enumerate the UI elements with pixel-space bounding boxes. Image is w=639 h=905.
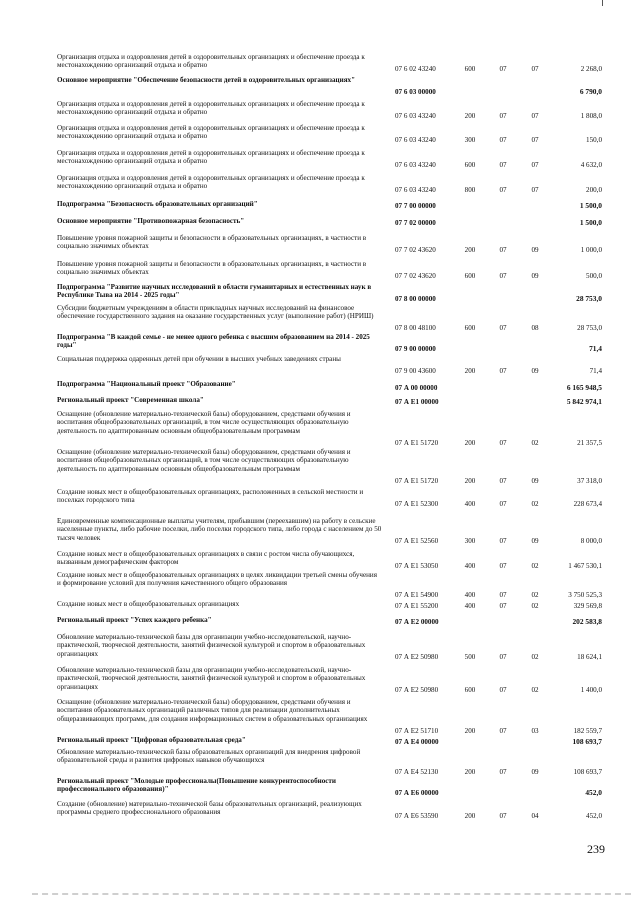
row-vr: 300 xyxy=(464,536,476,545)
row-rz: 07 xyxy=(499,64,507,73)
row-sum: 2 268,0 xyxy=(580,64,602,73)
row-pr: 02 xyxy=(531,685,539,694)
scan-mark xyxy=(602,0,603,6)
page-number: 239 xyxy=(587,842,605,856)
row-vr: 200 xyxy=(464,366,476,375)
row-code: 07 А Е1 00000 xyxy=(395,397,439,406)
row-vr: 200 xyxy=(464,438,476,447)
row-sum: 1 000,0 xyxy=(580,245,602,254)
row-code: 07 7 02 43620 xyxy=(395,245,436,254)
row-name: Основное мероприятие "Противопожарная безопасность" xyxy=(57,217,245,225)
row-sum: 5 842 974,1 xyxy=(566,396,602,406)
row-pr: 02 xyxy=(531,652,539,661)
row-name: Обновление материально-технической базы образовательных организаций для внедрения цифровой образовательной среды и развития цифровых навыков обучающихся xyxy=(57,748,361,765)
row-name: Социальная поддержка одаренных детей при обучении в высших учебных заведениях страны xyxy=(57,355,341,363)
row-code: 07 А Е2 51710 xyxy=(395,726,439,735)
row-rz: 07 xyxy=(499,499,507,508)
row-vr: 400 xyxy=(464,499,476,508)
row-pr: 09 xyxy=(531,476,539,485)
table-row xyxy=(57,488,602,508)
table-row xyxy=(57,748,602,776)
row-pr: 02 xyxy=(531,590,539,599)
table-row xyxy=(57,666,602,694)
row-name: Оснащение (обновление материально-технической базы) оборудованием, средствами обучения и воспитания общеобразовательных организаций, в том числе осуществляющих образовательную деятельность по адаптированным основным общеобразовательным программам xyxy=(57,448,351,473)
table-row xyxy=(57,396,602,406)
row-sum: 28 753,0 xyxy=(577,323,602,332)
row-sum: 329 569,8 xyxy=(573,601,602,610)
row-rz: 07 xyxy=(499,726,507,735)
row-sum: 452,0 xyxy=(586,811,602,820)
table-row xyxy=(57,448,602,485)
row-vr: 400 xyxy=(464,590,476,599)
row-name: Создание новых мест в общеобразовательных организациях, расположенных в сельской местности и поселках городского типа xyxy=(57,488,364,505)
row-rz: 07 xyxy=(499,160,507,169)
table-row xyxy=(57,76,602,96)
row-rz: 07 xyxy=(499,601,507,610)
row-sum: 4 632,0 xyxy=(580,160,602,169)
table-row xyxy=(57,260,602,280)
row-sum: 202 583,8 xyxy=(572,616,602,626)
row-pr: 02 xyxy=(531,561,539,570)
row-rz: 07 xyxy=(499,811,507,820)
row-name: Обновление материально-технической базы для организации учебно-исследовательской, научно-практической, творческой деятельности, занятий физической культурой и спортом в образовательных организациях xyxy=(57,633,366,658)
table-row xyxy=(57,149,602,169)
row-name: Основное мероприятие "Обеспечение безопасности детей в оздоровительных организациях" xyxy=(57,76,356,84)
row-vr: 200 xyxy=(464,476,476,485)
row-vr: 600 xyxy=(464,271,476,280)
table-row xyxy=(57,380,602,392)
row-code: 07 А Е1 52300 xyxy=(395,499,439,508)
row-name: Подпрограмма "Безопасность образовательных организаций" xyxy=(57,200,258,208)
row-rz: 07 xyxy=(499,561,507,570)
table-row xyxy=(57,600,602,610)
row-sum: 71,4 xyxy=(589,366,602,375)
row-sum: 500,0 xyxy=(586,271,602,280)
row-pr: 09 xyxy=(531,245,539,254)
row-vr: 400 xyxy=(464,601,476,610)
row-vr: 600 xyxy=(464,685,476,694)
row-rz: 07 xyxy=(499,271,507,280)
row-sum: 6 165 948,5 xyxy=(566,382,602,392)
row-sum: 1 400,0 xyxy=(580,685,602,694)
row-code: 07 А Е4 00000 xyxy=(395,737,439,746)
row-pr: 07 xyxy=(531,111,539,120)
row-sum: 228 673,4 xyxy=(573,499,602,508)
row-sum: 200,0 xyxy=(586,185,602,194)
row-rz: 07 xyxy=(499,767,507,776)
row-name: Региональный проект "Цифровая образовательная среда" xyxy=(57,736,246,744)
row-name: Создание новых мест в общеобразовательных организациях в целях ликвидации третьей смены обучения и формирование условий для получения качественного общего образования xyxy=(57,571,377,588)
row-code: 07 6 03 43240 xyxy=(395,185,436,194)
row-rz: 07 xyxy=(499,245,507,254)
table-row xyxy=(57,174,602,194)
row-rz: 07 xyxy=(499,590,507,599)
row-code: 07 9 00 43600 xyxy=(395,366,436,375)
table-row xyxy=(57,550,602,570)
row-rz: 07 xyxy=(499,323,507,332)
table-row xyxy=(57,53,602,73)
row-pr: 07 xyxy=(531,135,539,144)
row-code: 07 А Е1 54900 xyxy=(395,590,439,599)
row-sum: 71,4 xyxy=(589,343,602,353)
table-row xyxy=(57,616,602,626)
row-name: Создание (обновление) материально-технической базы образовательных организаций, реализующих программы среднего профессионального образования xyxy=(57,800,362,817)
row-pr: 09 xyxy=(531,767,539,776)
row-sum: 3 750 525,3 xyxy=(568,590,602,599)
row-rz: 07 xyxy=(499,652,507,661)
row-vr: 200 xyxy=(464,111,476,120)
row-sum: 1 500,0 xyxy=(579,217,602,227)
row-rz: 07 xyxy=(499,366,507,375)
row-pr: 07 xyxy=(531,64,539,73)
row-vr: 300 xyxy=(464,135,476,144)
row-name: Оснащение (обновление материально-технической базы) оборудованием, средствами обучения и воспитания общеобразовательных организаций, в том числе осуществляющих образовательную деятельность по адаптированным основным общеобразовательным программам xyxy=(57,410,351,435)
row-code: 07 6 03 43240 xyxy=(395,135,436,144)
row-sum: 150,0 xyxy=(586,135,602,144)
table-row xyxy=(57,633,602,661)
row-rz: 07 xyxy=(499,476,507,485)
table-row xyxy=(57,698,602,735)
row-sum: 182 559,7 xyxy=(573,726,602,735)
table-row xyxy=(57,777,602,797)
row-pr: 07 xyxy=(531,160,539,169)
row-code: 07 9 00 00000 xyxy=(395,344,436,353)
row-sum: 18 624,1 xyxy=(577,652,602,661)
row-code: 07 А Е1 55200 xyxy=(395,601,439,610)
row-code: 07 А Е1 52560 xyxy=(395,536,439,545)
table-row xyxy=(57,355,602,375)
table-row xyxy=(57,333,602,353)
scan-edge-line xyxy=(32,893,631,895)
row-vr: 200 xyxy=(464,767,476,776)
row-sum: 108 693,7 xyxy=(573,767,602,776)
row-rz: 07 xyxy=(499,438,507,447)
row-code: 07 7 00 00000 xyxy=(395,201,436,210)
row-pr: 08 xyxy=(531,323,539,332)
row-code: 07 6 03 43240 xyxy=(395,160,436,169)
table-row xyxy=(57,234,602,254)
row-vr: 600 xyxy=(464,64,476,73)
row-rz: 07 xyxy=(499,536,507,545)
row-code: 07 А Е4 52130 xyxy=(395,767,439,776)
row-name: Региональный проект "Успех каждого ребенка" xyxy=(57,616,212,624)
row-sum: 8 000,0 xyxy=(580,536,602,545)
row-name: Организация отдыха и оздоровления детей в оздоровительных организациях и обеспечение проезда к местонахождению организаций отдыха и обратно xyxy=(57,174,365,191)
row-name: Региональный проект "Современная школа" xyxy=(57,396,204,404)
row-pr: 07 xyxy=(531,185,539,194)
table-row xyxy=(57,410,602,447)
row-name: Региональный проект "Молодые профессионалы(Повышение конкурентоспособности профессионального образования)" xyxy=(57,777,336,794)
row-name: Повышение уровня пожарной защиты и безопасности в образовательных организациях, в частности в социально значимых объектах xyxy=(57,260,367,277)
row-name: Подпрограмма "Развитие научных исследований в области гуманитарных и естественных наук в Республике Тыва на 2014 - 2025 годы" xyxy=(57,283,372,300)
row-vr: 600 xyxy=(464,323,476,332)
row-sum: 1 808,0 xyxy=(580,111,602,120)
row-code: 07 6 02 43240 xyxy=(395,64,436,73)
row-sum: 28 753,0 xyxy=(576,293,602,303)
row-pr: 02 xyxy=(531,438,539,447)
row-sum: 1 467 530,1 xyxy=(568,561,602,570)
row-vr: 600 xyxy=(464,160,476,169)
row-vr: 200 xyxy=(464,811,476,820)
row-code: 07 6 03 00000 xyxy=(395,87,436,96)
row-vr: 200 xyxy=(464,726,476,735)
row-sum: 108 693,7 xyxy=(572,736,602,746)
table-row xyxy=(57,100,602,120)
row-code: 07 А Е1 51720 xyxy=(395,476,439,485)
row-name: Единовременные компенсационные выплаты учителям, прибывшим (переехавшим) на работу в сельские населенные пункты, либо рабочие поселки, либо поселки городского типа, либо города с населением до 50 тысяч человек xyxy=(57,517,382,542)
row-name: Оснащение (обновление материально-технической базы) оборудованием, средствами обучения и воспитания образовательных организаций различных типов для реализации дополнительных общеразвивающих программ, для создания информационных систем в образовательных организациях xyxy=(57,698,368,723)
row-code: 07 А Е6 00000 xyxy=(395,788,439,797)
table-row xyxy=(57,571,602,599)
row-sum: 452,0 xyxy=(585,787,602,797)
row-rz: 07 xyxy=(499,111,507,120)
row-rz: 07 xyxy=(499,135,507,144)
row-pr: 04 xyxy=(531,811,539,820)
row-name: Подпрограмма "В каждой семье - не менее одного ребенка с высшим образованием на 2014 - 2025 годы" xyxy=(57,333,370,350)
table-row xyxy=(57,200,602,210)
row-vr: 500 xyxy=(464,652,476,661)
row-sum: 37 318,0 xyxy=(577,476,602,485)
row-name: Организация отдыха и оздоровления детей в оздоровительных организациях и обеспечение проезда к местонахождению организаций отдыха и обратно xyxy=(57,149,365,166)
row-vr: 800 xyxy=(464,185,476,194)
row-code: 07 7 02 43620 xyxy=(395,271,436,280)
row-name: Обновление материально-технической базы для организации учебно-исследовательской, научно-практической, творческой деятельности, занятий физической культурой и спортом в образовательных организациях xyxy=(57,666,366,691)
row-name: Создание новых мест в общеобразовательных организациях в связи с ростом числа обучающихся, вызванным демографическим фактором xyxy=(57,550,355,567)
row-rz: 07 xyxy=(499,185,507,194)
row-code: 07 А Е2 50980 xyxy=(395,685,439,694)
table-row xyxy=(57,283,602,303)
row-name: Организация отдыха и оздоровления детей в оздоровительных организациях и обеспечение проезда к местонахождению организаций отдыха и обратно xyxy=(57,53,365,70)
row-name: Повышение уровня пожарной защиты и безопасности в образовательных организациях, в частности в социально значимых объектах xyxy=(57,234,367,251)
row-vr: 200 xyxy=(464,245,476,254)
row-pr: 03 xyxy=(531,726,539,735)
row-code: 07 7 02 00000 xyxy=(395,218,436,227)
row-pr: 02 xyxy=(531,601,539,610)
row-code: 07 А 00 00000 xyxy=(395,383,438,392)
row-name: Подпрограмма "Национальный проект "Образование" xyxy=(57,380,236,388)
table-row xyxy=(57,800,602,820)
row-code: 07 А Е1 51720 xyxy=(395,438,439,447)
table-row xyxy=(57,736,602,746)
row-code: 07 8 00 48100 xyxy=(395,323,436,332)
row-name: Организация отдыха и оздоровления детей в оздоровительных организациях и обеспечение проезда к местонахождению организаций отдыха и обратно xyxy=(57,100,365,117)
table-row xyxy=(57,124,602,144)
row-vr: 400 xyxy=(464,561,476,570)
table-row xyxy=(57,517,602,545)
row-sum: 1 500,0 xyxy=(579,200,602,210)
row-sum: 21 357,5 xyxy=(577,438,602,447)
row-code: 07 А Е2 50980 xyxy=(395,652,439,661)
row-pr: 09 xyxy=(531,536,539,545)
row-code: 07 А Е2 00000 xyxy=(395,617,439,626)
row-rz: 07 xyxy=(499,685,507,694)
row-code: 07 8 00 00000 xyxy=(395,294,436,303)
row-pr: 02 xyxy=(531,499,539,508)
table-row xyxy=(57,217,602,227)
row-pr: 09 xyxy=(531,366,539,375)
row-name: Организация отдыха и оздоровления детей в оздоровительных организациях и обеспечение проезда к местонахождению организаций отдыха и обратно xyxy=(57,124,365,141)
row-pr: 09 xyxy=(531,271,539,280)
table-row xyxy=(57,304,602,332)
row-name: Создание новых мест в общеобразовательных организациях xyxy=(57,600,240,608)
budget-table xyxy=(57,53,602,820)
row-name: Субсидии бюджетным учреждениям в области прикладных научных исследований на финансовое обеспечение государственного задания на оказание государственных услуг (выполнение работ) (НРИШ) xyxy=(57,304,374,321)
row-code: 07 6 03 43240 xyxy=(395,111,436,120)
row-sum: 6 790,0 xyxy=(579,86,602,96)
row-code: 07 А Е6 53590 xyxy=(395,811,439,820)
row-code: 07 А Е1 53050 xyxy=(395,561,439,570)
